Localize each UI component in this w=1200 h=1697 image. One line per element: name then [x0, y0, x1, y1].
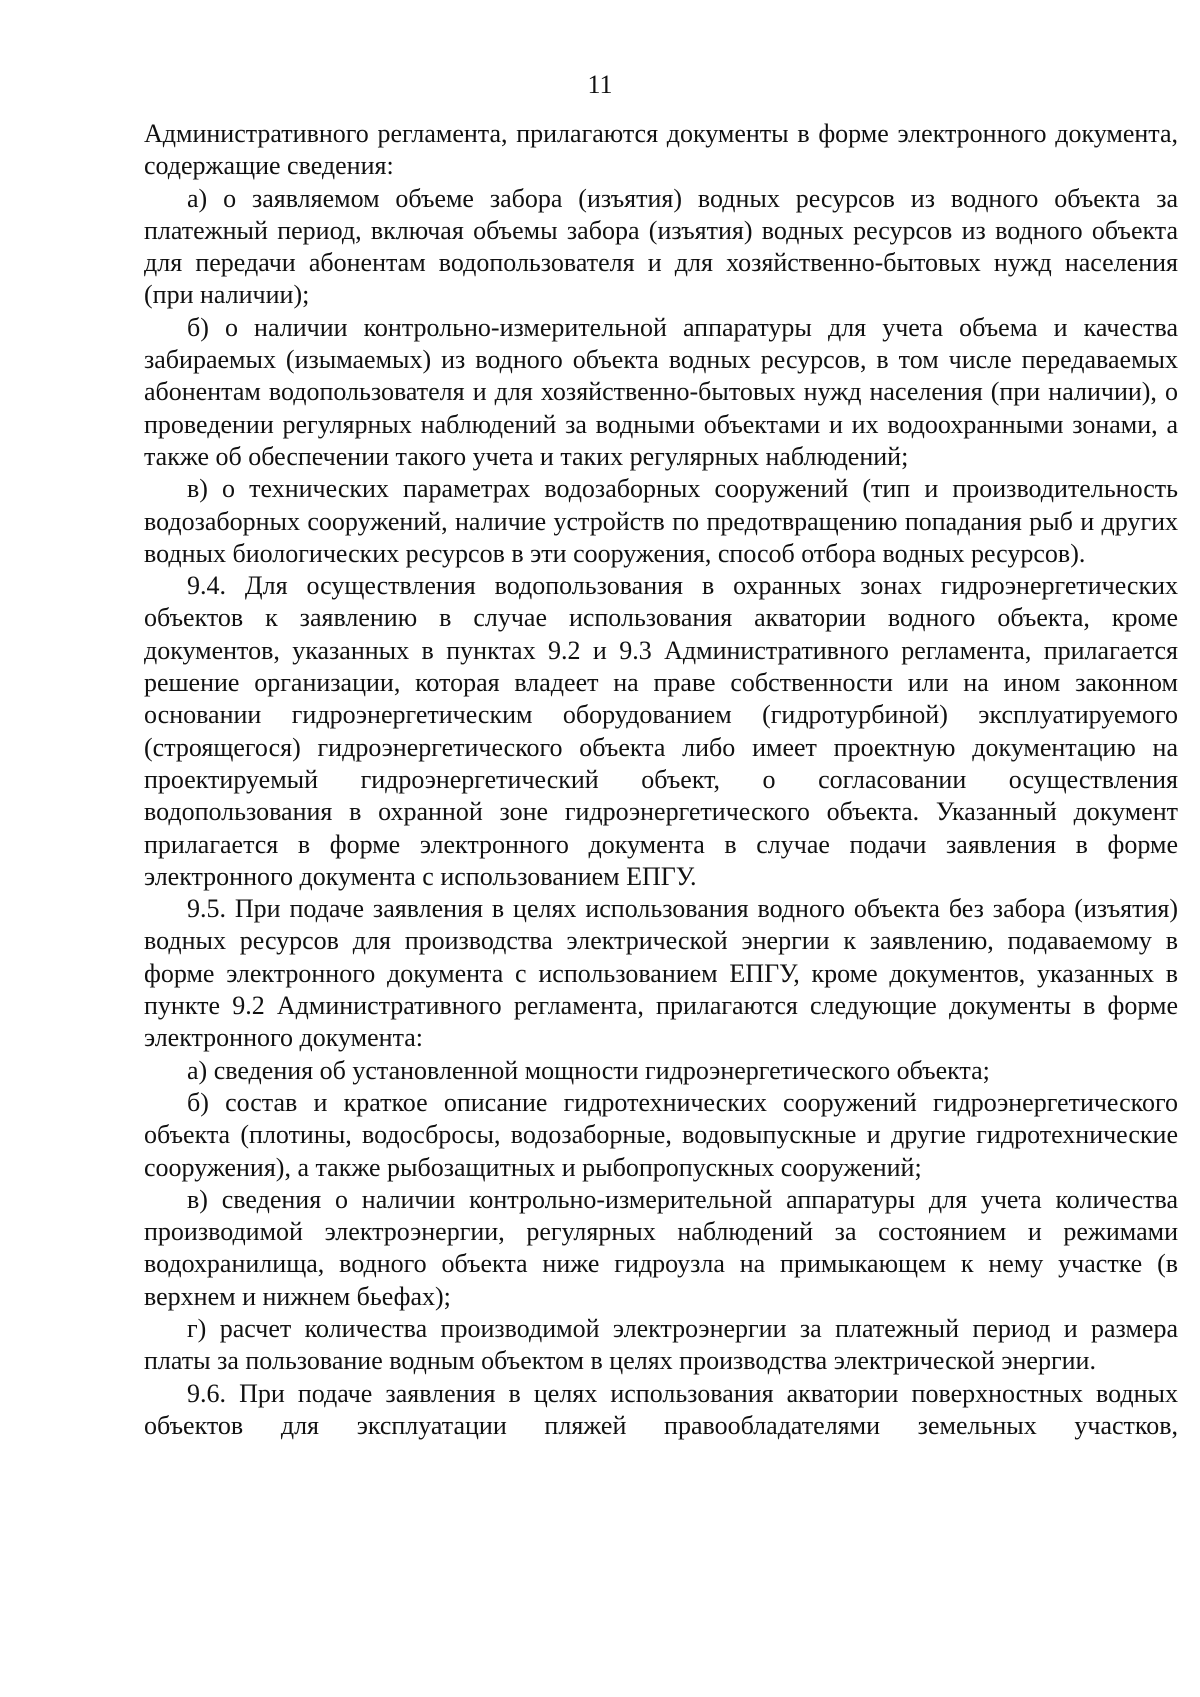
paragraph-item-b: б) о наличии контрольно-измерительной аппаратуры для учета объема и качества забираемых (изымаемых) из водного объекта водных ресурсов, в том числе передаваемых абонентам водопользователя и для хозяйственно-бытовых нужд населения (при наличии), о проведении регулярных наблюдений за водными объектами и их водоохранными зонами, а также об обеспечении такого учета и таких регулярных наблюдений; — [144, 312, 1178, 471]
paragraph-continuation: Административного регламента, прилагаются документы в форме электронного документа, содержащие сведения: — [144, 119, 1178, 181]
paragraph-9-5-item-a: а) сведения об установленной мощности гидроэнергетического объекта; — [187, 1055, 990, 1085]
paragraph-9-5: 9.5. При подаче заявления в целях использования водного объекта без забора (изъятия) водных ресурсов для производства электрической энергии к заявлению, подаваемому в форме электронного документа с использованием ЕПГУ, кроме документов, указанных в пункте 9.2 Административного регламента, прилагаются следующие документы в форме электронного документа: — [144, 894, 1178, 1053]
paragraph-9-4: 9.4. Для осуществления водопользования в охранных зонах гидроэнергетических объектов к заявлению в случае использования акватории водного объекта, кроме документов, указанных в пунктах 9.2 и 9.3 Административного регламента, прилагается решение организации, которая владеет на праве собственности или на ином законном основании гидроэнергетическим оборудованием (гидротурбиной) эксплуатируемого (строящегося) гидроэнергетического объекта либо имеет проектную документацию на проектируемый гидроэнергетический объект, о согласовании осуществления водопользования в охранной зоне гидроэнергетического объекта. Указанный документ прилагается в форме электронного документа в случае подачи заявления в форме электронного документа с использованием ЕПГУ. — [144, 571, 1178, 891]
paragraph-9-6: 9.6. При подаче заявления в целях использования акватории поверхностных водных объектов для эксплуатации пляжей правообладателями земельных участков, — [144, 1378, 1178, 1440]
paragraph-9-5-item-v: в) сведения о наличии контрольно-измерительной аппаратуры для учета количества производимой электроэнергии, регулярных наблюдений за состоянием и режимами водохранилища, водного объекта ниже гидроузла на примыкающем к нему участке (в верхнем и нижнем бьефах); — [144, 1184, 1178, 1311]
document-body — [144, 118, 1178, 1442]
page-number: 11 — [587, 70, 613, 99]
paragraph-item-v: в) о технических параметрах водозаборных сооружений (тип и производительность водозаборных сооружений, наличие устройств по предотвращению попадания рыб и других водных биологических ресурсов в эти сооружения, способ отбора водных ресурсов). — [144, 474, 1178, 568]
paragraph-9-5-item-g: г) расчет количества производимой электроэнергии за платежный период и размера платы за пользование водным объектом в целях производства электрической энергии. — [144, 1313, 1178, 1376]
paragraph-9-5-item-b: б) состав и краткое описание гидротехнических сооружений гидроэнергетического объекта (плотины, водосбросы, водозаборные, водовыпускные и другие гидротехнические сооружения), а также рыбозащитных и рыбопропускных сооружений; — [144, 1087, 1178, 1182]
paragraph-item-a: а) о заявляемом объеме забора (изъятия) водных ресурсов из водного объекта за платежный период, включая объемы забора (изъятия) водных ресурсов из водного объекта для передачи абонентам водопользователя и для хозяйственно-бытовых нужд населения (при наличии); — [144, 183, 1178, 310]
